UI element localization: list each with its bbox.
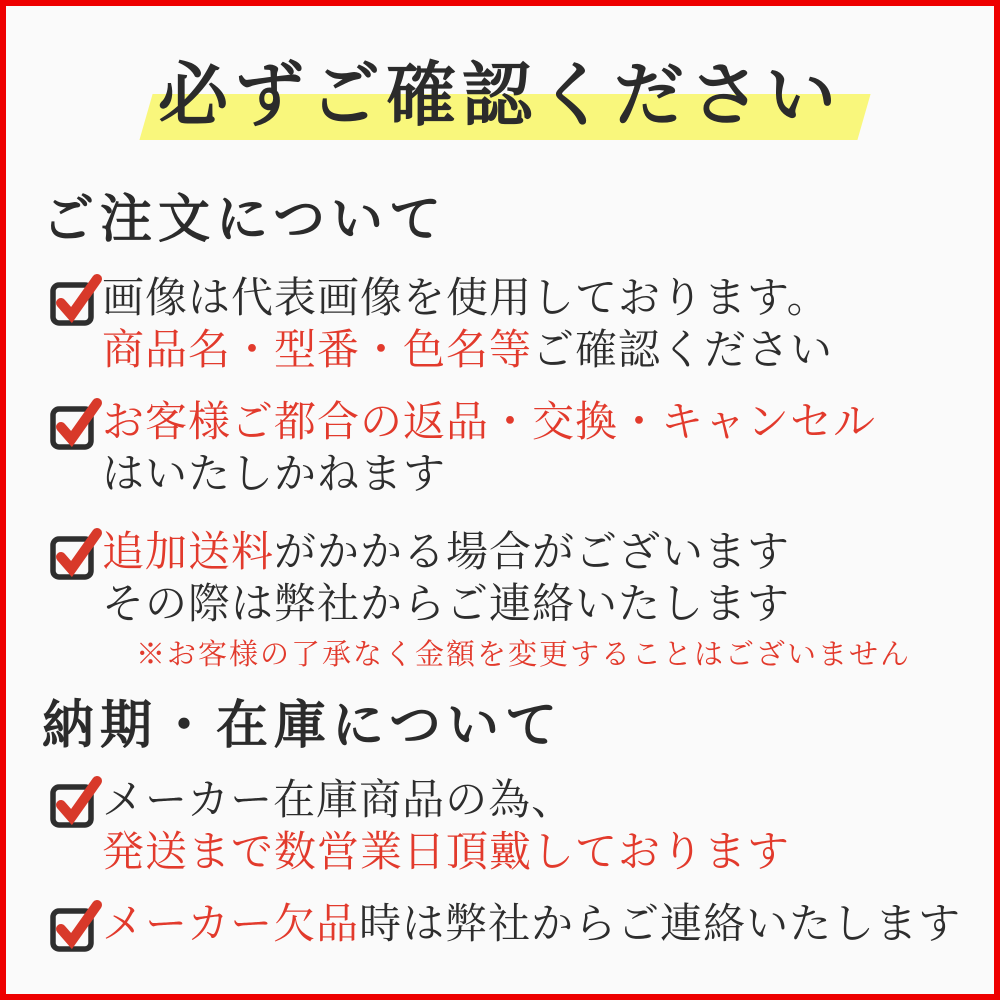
text-line bbox=[102, 898, 961, 950]
text-segment: 時は弊社からご連絡いたします bbox=[359, 899, 962, 948]
checkbox-checked-icon bbox=[48, 272, 102, 326]
checkbox-checked-icon bbox=[48, 526, 102, 580]
checkbox-checked-icon bbox=[48, 396, 102, 450]
text-segment-red: 発送まで数営業日頂戴しております bbox=[102, 827, 791, 876]
text-segment: がかかる場合がございます bbox=[274, 527, 791, 576]
checklist-item-text bbox=[102, 396, 876, 500]
text-segment: その際は弊社からご連絡いたします bbox=[102, 579, 791, 628]
text-segment: 画像は代表画像を使用しております。 bbox=[102, 273, 830, 322]
checklist-item bbox=[6, 774, 994, 878]
text-segment: ご確認ください bbox=[532, 325, 834, 374]
title-block bbox=[6, 42, 994, 148]
text-line bbox=[102, 774, 790, 826]
text-line bbox=[102, 396, 876, 448]
text-line bbox=[102, 324, 833, 376]
checkbox-checked-icon bbox=[48, 898, 102, 952]
page-title: 必ずご確認ください bbox=[158, 53, 842, 136]
checklist-item-text bbox=[102, 898, 961, 950]
checklist-item-text bbox=[102, 272, 833, 376]
text-segment: はいたしかねます bbox=[102, 449, 447, 498]
text-segment-red: 追加送料 bbox=[102, 527, 275, 576]
text-segment-red: 商品名・型番・色名等 bbox=[102, 325, 533, 374]
checklist-item bbox=[6, 272, 994, 376]
section-heading-order: ご注文について bbox=[42, 189, 447, 250]
text-line bbox=[102, 526, 911, 578]
text-line bbox=[102, 826, 790, 878]
fine-print-note: ※お客様の了承なく金額を変更することはございません bbox=[136, 637, 912, 671]
section-heading-delivery-stock: 納期・在庫について bbox=[42, 695, 563, 756]
text-segment: メーカー在庫商品の為、 bbox=[102, 775, 575, 824]
text-segment-red: メーカー欠品 bbox=[102, 899, 360, 948]
checklist-item bbox=[6, 396, 994, 500]
text-line bbox=[102, 448, 876, 500]
checklist-item-text bbox=[102, 526, 911, 672]
text-segment-red: お客様ご都合の返品・交換・キャンセル bbox=[102, 397, 877, 446]
checklist-item bbox=[6, 898, 994, 952]
checklist-item-text bbox=[102, 774, 790, 878]
checklist-item bbox=[6, 526, 994, 672]
text-line bbox=[102, 272, 833, 324]
checkbox-checked-icon bbox=[48, 774, 102, 828]
text-line bbox=[102, 578, 911, 630]
